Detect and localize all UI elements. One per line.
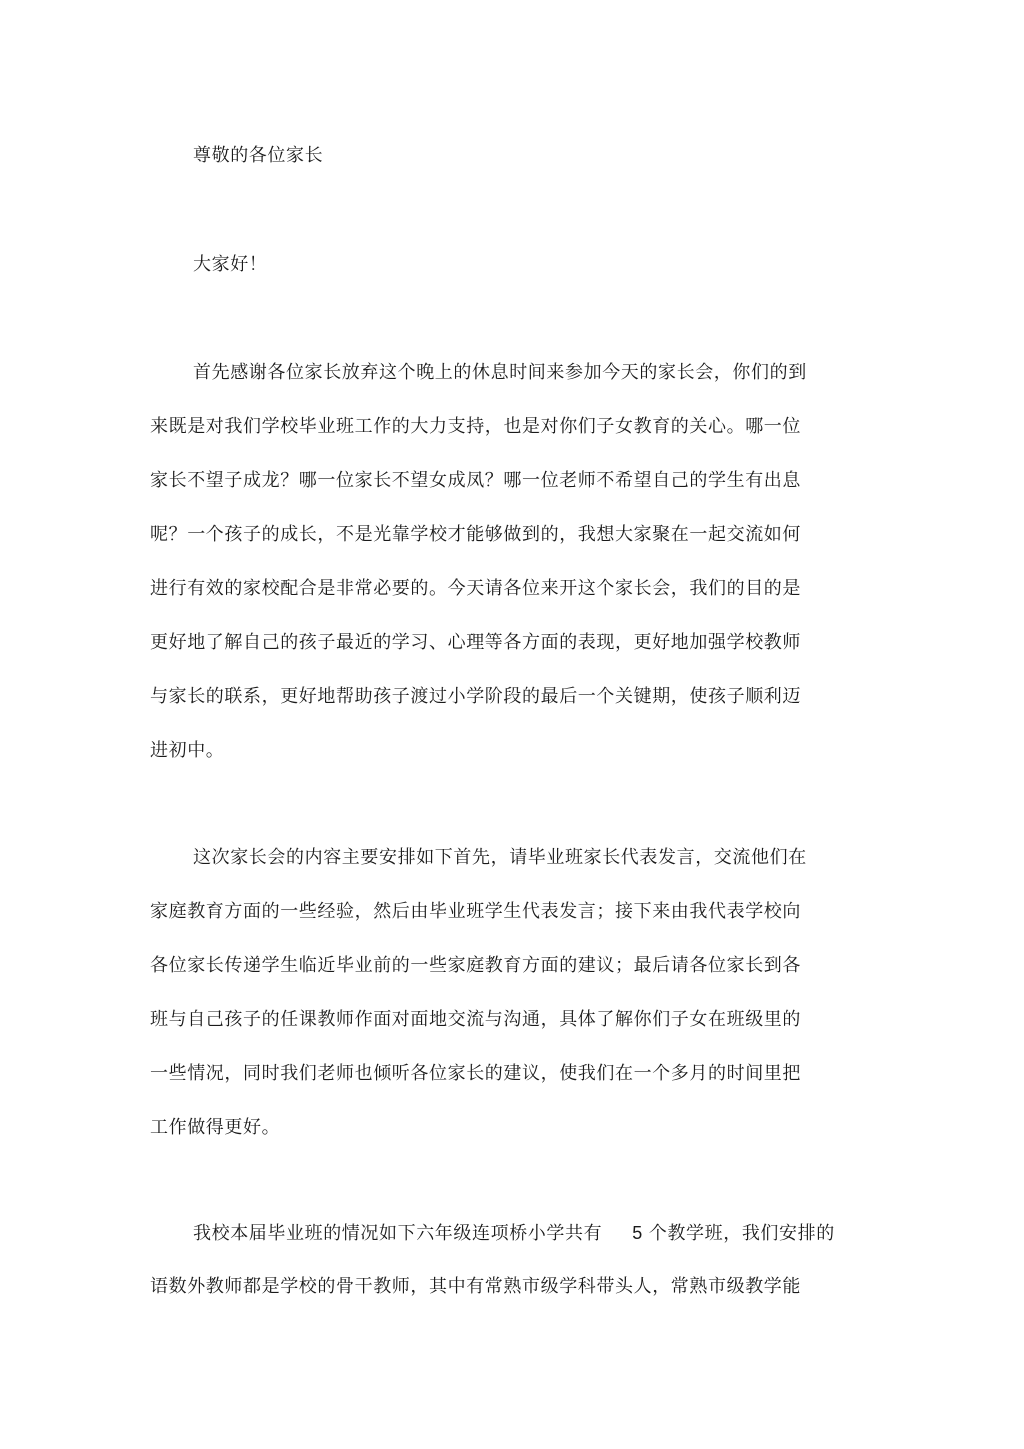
paragraph-1-line: 与家长的联系，更好地帮助孩子渡过小学阶段的最后一个关键期，使孩子顺利迈 (150, 686, 801, 707)
paragraph-1-line: 来既是对我们学校毕业班工作的大力支持，也是对你们子女教育的关心。哪一位 (150, 416, 801, 437)
paragraph-3-line: 语数外教师都是学校的骨干教师，其中有常熟市级学科带头人，常熟市级教学能 (150, 1276, 801, 1297)
paragraph-1-line: 家长不望子成龙？哪一位家长不望女成凤？哪一位老师不希望自己的学生有出息 (150, 470, 801, 491)
greeting-hello: 大家好！ (193, 254, 268, 275)
paragraph-2-line: 工作做得更好。 (150, 1117, 281, 1138)
paragraph-1-line: 进初中。 (150, 740, 225, 761)
paragraph-2-line: 一些情况，同时我们老师也倾听各位家长的建议，使我们在一个多月的时间里把 (150, 1063, 801, 1084)
paragraph-3-line (193, 1222, 835, 1245)
class-count: 5 (632, 1223, 643, 1243)
paragraph-1-line: 进行有效的家校配合是非常必要的。今天请各位来开这个家长会，我们的目的是 (150, 578, 801, 599)
paragraph-1-line: 更好地了解自己的孩子最近的学习、心理等各方面的表现，更好地加强学校教师 (150, 632, 801, 653)
paragraph-2-line: 各位家长传递学生临近毕业前的一些家庭教育方面的建议；最后请各位家长到各 (150, 955, 801, 976)
paragraph-2-line: 家庭教育方面的一些经验，然后由毕业班学生代表发言；接下来由我代表学校向 (150, 901, 801, 922)
paragraph-1-line: 呢？一个孩子的成长，不是光靠学校才能够做到的，我想大家聚在一起交流如何 (150, 524, 801, 545)
paragraph-3-text: 我校本届毕业班的情况如下六年级连项桥小学共有 (193, 1223, 603, 1244)
paragraph-1-line: 首先感谢各位家长放弃这个晚上的休息时间来参加今天的家长会，你们的到 (193, 362, 807, 383)
paragraph-3-text: 个教学班，我们安排的 (648, 1223, 835, 1244)
paragraph-2-line: 班与自己孩子的任课教师作面对面地交流与沟通，具体了解你们子女在班级里的 (150, 1009, 801, 1030)
paragraph-2-line: 这次家长会的内容主要安排如下首先，请毕业班家长代表发言，交流他们在 (193, 847, 807, 868)
salutation: 尊敬的各位家长 (193, 145, 324, 166)
